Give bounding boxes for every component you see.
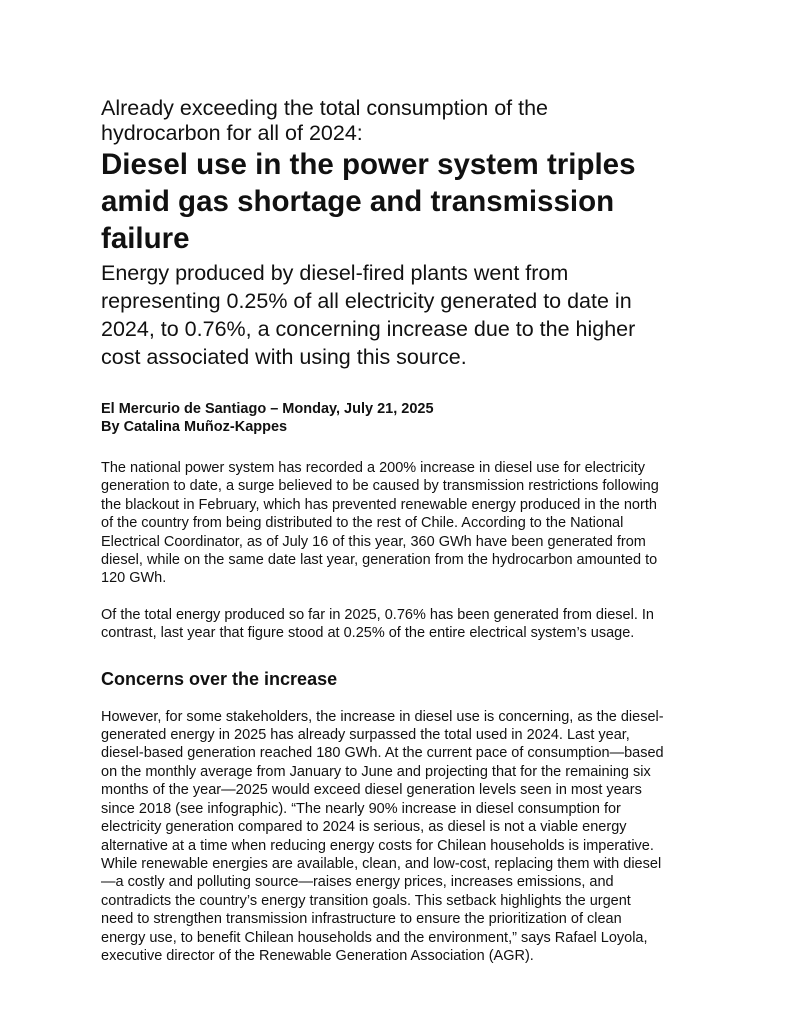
deck-line: representing 0.25% of all electricity generated to date in	[101, 289, 632, 313]
deck-line: Energy produced by diesel-fired plants went from	[101, 261, 569, 285]
paragraph-line: diesel, while on the same date last year, generation from the hydrocarbon amounted to	[101, 552, 658, 569]
body-paragraph	[101, 708, 711, 966]
paragraph-line: executive director of the Renewable Generation Association (AGR).	[101, 947, 534, 964]
paragraph-line: energy use, to benefit Chilean households and the environment,” says Rafael Loyola,	[101, 929, 648, 946]
paragraph-line: the blackout in February, which has prevented renewable energy produced in the north	[101, 496, 657, 513]
paragraph-line: generated energy in 2025 has already surpassed the total used in 2024. Last year,	[101, 727, 630, 744]
paragraph-line: generation to date, a surge believed to be caused by transmission restrictions following	[101, 478, 659, 495]
kicker-line: hydrocarbon for all of 2024:	[101, 121, 363, 145]
paragraph-line: However, for some stakeholders, the increase in diesel use is concerning, as the diesel-	[101, 708, 664, 725]
article-headline	[101, 146, 711, 257]
paragraph-line: on the monthly average from January to June and projecting that for the remaining six	[101, 763, 651, 780]
paragraph-line: diesel-based generation reached 180 GWh. At the current pace of consumption—based	[101, 745, 664, 762]
paragraph-line: 120 GWh.	[101, 570, 167, 587]
article-deck	[101, 259, 711, 371]
body-paragraph	[101, 459, 711, 588]
paragraph-line: electricity generation compared to 2024 is serious, as diesel is not a viable energy	[101, 819, 627, 836]
paragraph-line: months of the year—2025 would exceed diesel generation levels seen in most years	[101, 782, 642, 799]
headline-line: failure	[101, 222, 190, 255]
article-meta	[101, 400, 711, 436]
paragraph-line: since 2018 (see infographic). “The nearly 90% increase in diesel consumption for	[101, 800, 621, 817]
headline-line: amid gas shortage and transmission	[101, 185, 615, 218]
paragraph-line: The national power system has recorded a 200% increase in diesel use for electricity	[101, 460, 646, 476]
byline: By Catalina Muñoz-Kappes	[101, 419, 288, 435]
deck-line: 2024, to 0.76%, a concerning increase due to the higher	[101, 317, 636, 341]
deck-line: cost associated with using this source.	[101, 345, 467, 369]
paragraph-line: Of the total energy produced so far in 2025, 0.76% has been generated from diesel. In	[101, 606, 654, 623]
body-paragraph	[101, 606, 711, 643]
paragraph-line: of the country from being distributed to the rest of Chile. According to the National	[101, 515, 624, 532]
paragraph-line: —a costly and polluting source—raises energy prices, increases emissions, and	[101, 874, 614, 891]
headline-line: Diesel use in the power system triples	[101, 148, 636, 181]
article-kicker	[101, 96, 711, 146]
kicker-line: Already exceeding the total consumption of the	[101, 96, 549, 120]
paragraph-line: contrast, last year that figure stood at 0.25% of the entire electrical system’s usage.	[101, 625, 635, 642]
paragraph-line: While renewable energies are available, clean, and low-cost, replacing them with diesel	[101, 855, 662, 872]
article	[101, 96, 711, 965]
paragraph-line: alternative at a time when reducing energy costs for Chilean households is imperative.	[101, 837, 654, 854]
paragraph-line: contradicts the country’s energy transition goals. This setback highlights the urgent	[101, 892, 631, 909]
source-line: El Mercurio de Santiago – Monday, July 21, 2025	[101, 401, 434, 417]
section-subhead: Concerns over the increase	[101, 668, 338, 689]
paragraph-line: Electrical Coordinator, as of July 16 of this year, 360 GWh have been generated from	[101, 533, 646, 550]
paragraph-line: need to strengthen transmission infrastructure to ensure the prioritization of clean	[101, 911, 622, 928]
